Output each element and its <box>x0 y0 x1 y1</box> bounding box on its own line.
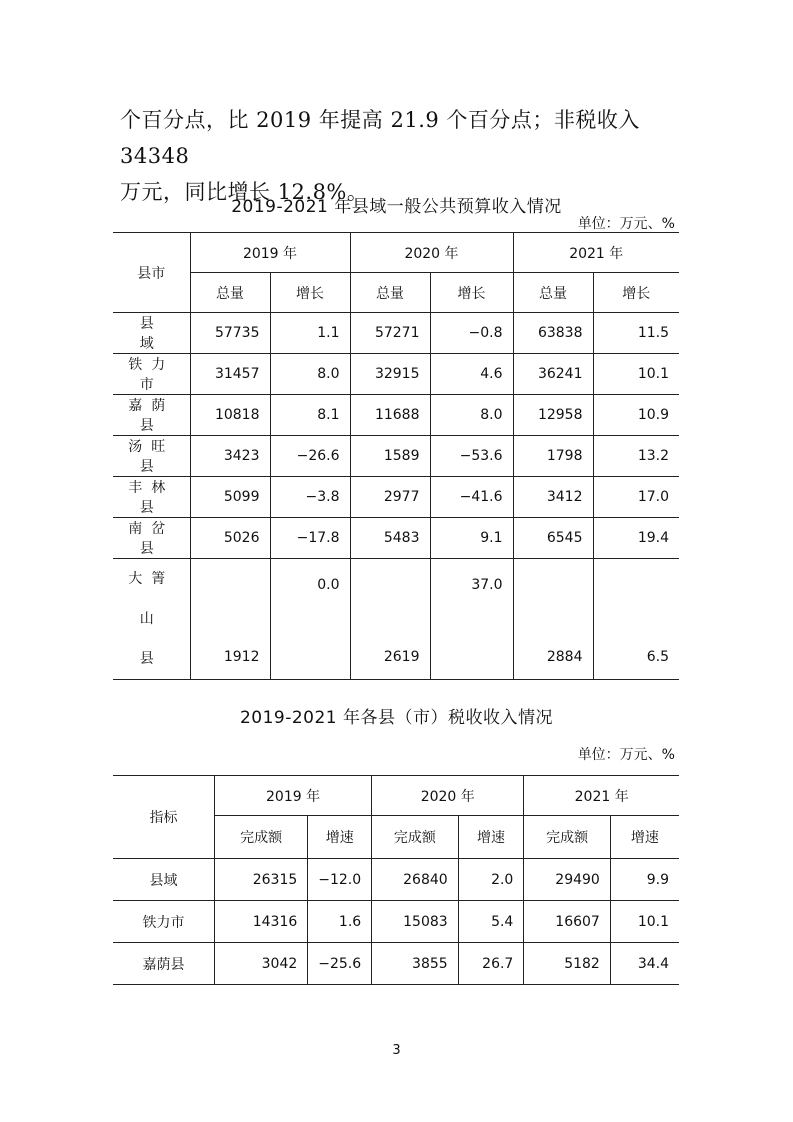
table1-subheader: 总量 <box>350 273 430 313</box>
table1-cell: 1912 <box>190 559 270 680</box>
table1-cell: 11688 <box>350 395 430 436</box>
table2-cell: 5182 <box>524 943 611 985</box>
table2-cell: 26.7 <box>458 943 524 985</box>
table2-cell: −25.6 <box>308 943 372 985</box>
table1-cell: −17.8 <box>270 518 350 559</box>
table1-cell: −41.6 <box>430 477 513 518</box>
table1-year-header: 2019 年 <box>190 233 350 273</box>
table1-year-header: 2020 年 <box>350 233 513 273</box>
budget-revenue-table <box>113 232 679 680</box>
table-row <box>113 313 679 354</box>
table2-subheader: 增速 <box>458 816 524 859</box>
table1-cell: 2977 <box>350 477 430 518</box>
table2-cell: 9.9 <box>610 859 679 901</box>
page-number: 3 <box>392 1043 401 1058</box>
table1-title: 2019-2021 年县域一般公共预算收入情况 <box>231 197 562 217</box>
table2-cell: 3855 <box>372 943 459 985</box>
table1-row-name: 嘉荫县 <box>113 395 190 436</box>
table1-cell: 6545 <box>513 518 593 559</box>
table1-cell: 8.1 <box>270 395 350 436</box>
table2-subheader: 完成额 <box>214 816 307 859</box>
row-name-line-2: 县 <box>139 651 163 667</box>
table2-unit: 单位：万元、% <box>577 747 675 763</box>
table-row <box>113 518 679 559</box>
table-row <box>113 859 679 901</box>
table1-cell: 0.0 <box>270 559 350 680</box>
table1-subheader: 总量 <box>513 273 593 313</box>
table1-cell: 19.4 <box>593 518 679 559</box>
table1-cell: 2884 <box>513 559 593 680</box>
table1-subheader: 增长 <box>593 273 679 313</box>
table1-cell: 8.0 <box>270 354 350 395</box>
table1-cell: −0.8 <box>430 313 513 354</box>
row-name-line-1: 大箐山 <box>128 571 175 627</box>
table1-cell: 5026 <box>190 518 270 559</box>
table2-cell: 3042 <box>214 943 307 985</box>
table1-cell: 37.0 <box>430 559 513 680</box>
table1-cell: 32915 <box>350 354 430 395</box>
table1-cell: 1589 <box>350 436 430 477</box>
intro-line-1: 个百分点，比 2019 年提高 21.9 个百分点；非税收入 34348 <box>120 108 640 168</box>
table-row <box>113 477 679 518</box>
table2-row-name: 嘉荫县 <box>113 943 214 985</box>
table1-row-name: 铁力市 <box>113 354 190 395</box>
tax-revenue-table <box>113 775 679 985</box>
table1-cell: 10.9 <box>593 395 679 436</box>
table1-cell: 9.1 <box>430 518 513 559</box>
table2-subheader: 完成额 <box>372 816 459 859</box>
table2-cell: 15083 <box>372 901 459 943</box>
table2-year-header: 2020 年 <box>372 776 524 816</box>
table2-subheader: 完成额 <box>524 816 611 859</box>
table1-cell: 63838 <box>513 313 593 354</box>
table2-subheader: 增速 <box>610 816 679 859</box>
table2-cell: 29490 <box>524 859 611 901</box>
table1-corner-header: 县市 <box>113 233 190 313</box>
table1-cell: 3423 <box>190 436 270 477</box>
table1-cell: 57735 <box>190 313 270 354</box>
table1-cell: 31457 <box>190 354 270 395</box>
table1-cell: −53.6 <box>430 436 513 477</box>
table-row <box>113 901 679 943</box>
table2-row-name: 县域 <box>113 859 214 901</box>
table2-subheader: 增速 <box>308 816 372 859</box>
table1-cell: 57271 <box>350 313 430 354</box>
table-row <box>113 559 679 680</box>
table2-year-header: 2021 年 <box>524 776 679 816</box>
table1-cell: 12958 <box>513 395 593 436</box>
table2-cell: 1.6 <box>308 901 372 943</box>
table1-cell: 11.5 <box>593 313 679 354</box>
table1-cell: 10.1 <box>593 354 679 395</box>
table1-cell: 3412 <box>513 477 593 518</box>
table-row <box>113 395 679 436</box>
table2-cell: 26315 <box>214 859 307 901</box>
table2-cell: −12.0 <box>308 859 372 901</box>
table-row <box>113 943 679 985</box>
table2-row-name: 铁力市 <box>113 901 214 943</box>
table2-cell: 2.0 <box>458 859 524 901</box>
table1-year-header: 2021 年 <box>513 233 679 273</box>
table2-cell: 26840 <box>372 859 459 901</box>
table1-cell: 8.0 <box>430 395 513 436</box>
table2-cell: 5.4 <box>458 901 524 943</box>
table1-cell: 5483 <box>350 518 430 559</box>
table1-row-name <box>113 559 190 680</box>
table1-cell: 1798 <box>513 436 593 477</box>
table1-cell: 6.5 <box>593 559 679 680</box>
table2-cell: 14316 <box>214 901 307 943</box>
table1-cell: 2619 <box>350 559 430 680</box>
table1-subheader: 增长 <box>270 273 350 313</box>
table1-cell: −3.8 <box>270 477 350 518</box>
table2-year-header: 2019 年 <box>214 776 371 816</box>
intro-line-2: 万元，同比增长 12.8%。 <box>120 180 369 204</box>
table1-row-name: 丰林县 <box>113 477 190 518</box>
table2-cell: 16607 <box>524 901 611 943</box>
table1-row-name: 汤旺县 <box>113 436 190 477</box>
table1-cell: 17.0 <box>593 477 679 518</box>
table1-cell: 4.6 <box>430 354 513 395</box>
table1-subheader: 增长 <box>430 273 513 313</box>
table1-row-name: 南岔县 <box>113 518 190 559</box>
table-row <box>113 354 679 395</box>
table1-cell: 36241 <box>513 354 593 395</box>
table1-cell: 1.1 <box>270 313 350 354</box>
table1-cell: 5099 <box>190 477 270 518</box>
table1-cell: 10818 <box>190 395 270 436</box>
table1-cell: −26.6 <box>270 436 350 477</box>
table1-unit: 单位：万元、% <box>577 216 675 232</box>
table2-corner-header: 指标 <box>113 776 214 859</box>
table1-subheader: 总量 <box>190 273 270 313</box>
table2-cell: 34.4 <box>610 943 679 985</box>
table-row <box>113 436 679 477</box>
table2-cell: 10.1 <box>610 901 679 943</box>
table2-title: 2019-2021 年各县（市）税收收入情况 <box>239 708 554 728</box>
table1-cell: 13.2 <box>593 436 679 477</box>
table1-row-name: 县 域 <box>113 313 190 354</box>
